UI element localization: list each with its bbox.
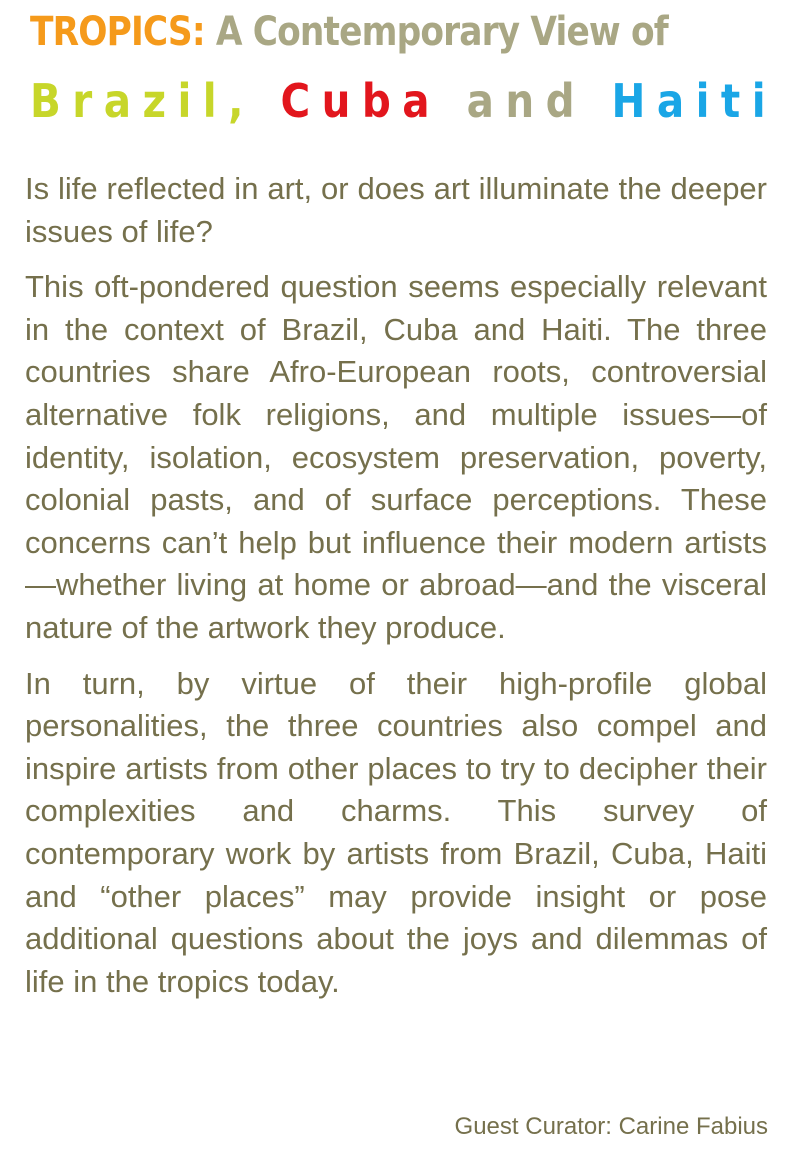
title-highlight-tropics: TROPICS:	[30, 9, 205, 55]
title-subtitle: A Contemporary View of	[204, 9, 668, 55]
body-text	[25, 168, 767, 1016]
guest-curator-credit: Guest Curator: Carine Fabius	[454, 1113, 768, 1140]
title-country-brazil: Brazil,	[30, 74, 255, 128]
paragraph-intro-question: Is life reflected in art, or does art illuminate the deeper issues of life?	[25, 171, 767, 249]
title-connector-and: and	[466, 74, 586, 128]
title-line-2	[30, 74, 778, 128]
title-country-haiti: Haiti	[611, 74, 778, 128]
paragraph-survey: In turn, by virtue of their high-profile global personalities, the three countries also compel and inspire artists from other places to try to decipher their complexities and charms. This survey of contemporary work by artists from Brazil, Cuba, Haiti and “other places” may provide insight or pose additional questions about the joys and dilemmas of life in the tropics today.	[25, 665, 767, 999]
title-country-cuba: Cuba	[280, 74, 442, 128]
paragraph-context: This oft-pondered question seems especially relevant in the context of Brazil, Cuba and Haiti. The three countries share Afro-European roots, controversial alternative folk religions, and multiple issues—of identity, isolation, ecosystem preservation, poverty, colonial pasts, and of surface perceptions. These concerns can’t help but influence their modern artists—whether living at home or abroad—and the visceral nature of the artwork they produce.	[25, 269, 767, 645]
title-line-1	[30, 9, 668, 55]
